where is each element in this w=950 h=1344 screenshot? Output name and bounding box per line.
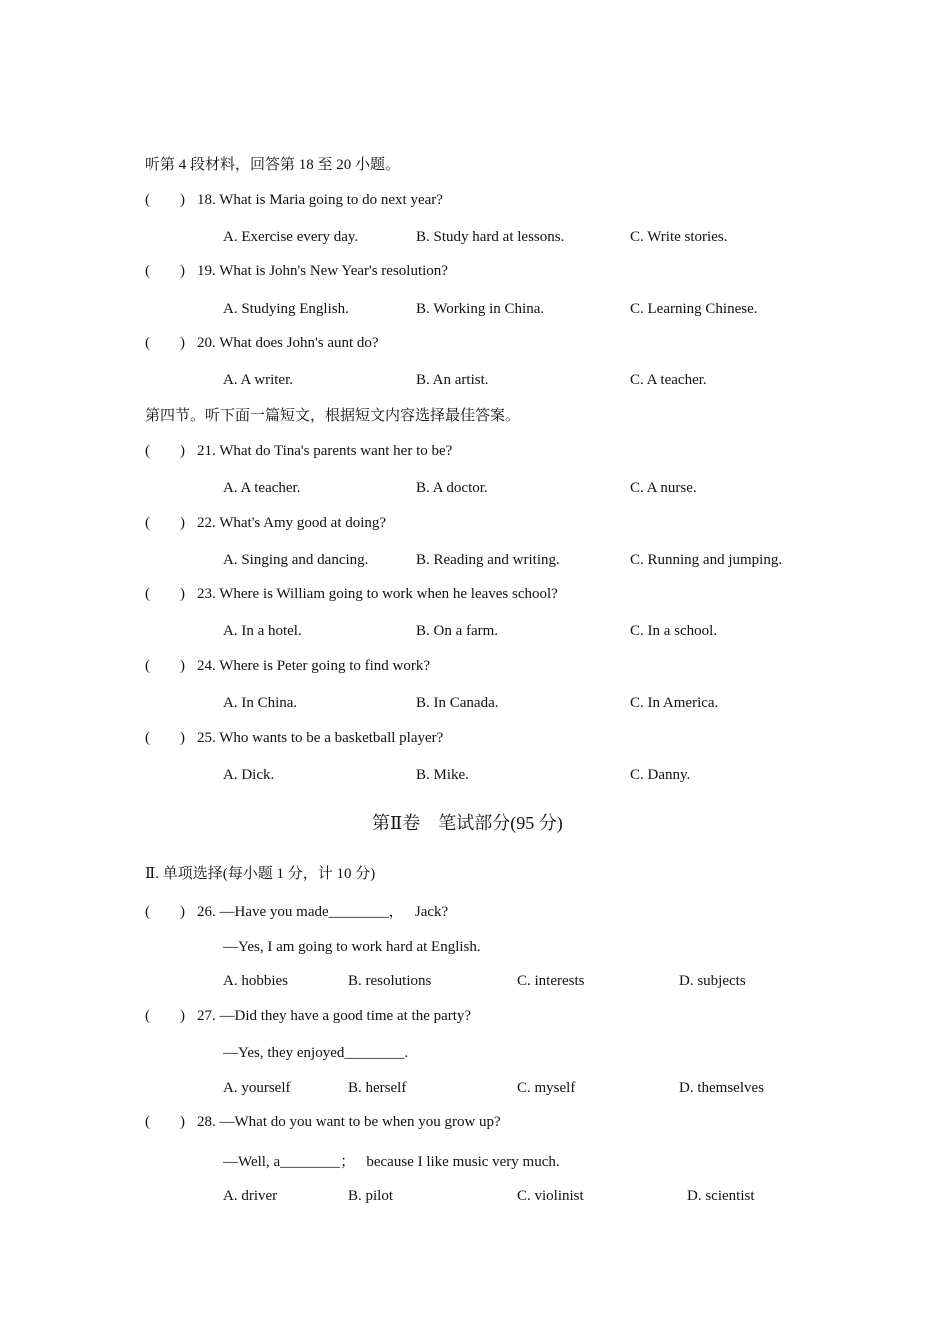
option-a: A. Exercise every day. [223, 229, 359, 245]
question-text: 28. —What do you want to be when you grow up? [197, 1114, 501, 1130]
option-c: C. In a school. [630, 623, 718, 639]
question-reply: —Yes, I am going to work hard at English. [223, 939, 481, 955]
question-text: 24. Where is Peter going to find work? [197, 658, 431, 674]
option-a: A. Dick. [223, 767, 275, 783]
option-c: C. myself [517, 1080, 576, 1096]
answer-blank[interactable]: ( ) [145, 263, 185, 279]
option-c: C. In America. [630, 695, 719, 711]
section-heading: 听第 4 段材料，回答第 18 至 20 小题。 [145, 157, 401, 173]
answer-blank[interactable]: ( ) [145, 658, 185, 674]
answer-blank[interactable]: ( ) [145, 443, 185, 459]
option-b: B. herself [348, 1080, 407, 1096]
question-text: 25. Who wants to be a basketball player? [197, 730, 444, 746]
question-reply: —Yes, they enjoyed________. [223, 1045, 409, 1061]
option-b: B. Study hard at lessons. [416, 229, 565, 245]
option-c: C. Running and jumping. [630, 552, 783, 568]
question-text: 21. What do Tina's parents want her to be? [197, 443, 453, 459]
question-text: 26. —Have you made________， Jack? [197, 904, 449, 920]
question-text: 18. What is Maria going to do next year? [197, 192, 443, 208]
question-reply: —Well, a________； because I like music very much. [223, 1154, 560, 1170]
option-a: A. hobbies [223, 973, 288, 989]
answer-blank[interactable]: ( ) [145, 904, 185, 920]
option-c: C. violinist [517, 1188, 584, 1204]
option-c: C. Write stories. [630, 229, 728, 245]
option-d: D. scientist [687, 1188, 755, 1204]
option-a: A. In a hotel. [223, 623, 302, 639]
option-c: C. Learning Chinese. [630, 301, 758, 317]
option-b: B. An artist. [416, 372, 489, 388]
option-b: B. On a farm. [416, 623, 499, 639]
option-b: B. resolutions [348, 973, 432, 989]
option-a: A. In China. [223, 695, 298, 711]
answer-blank[interactable]: ( ) [145, 335, 185, 351]
option-a: A. Singing and dancing. [223, 552, 369, 568]
answer-blank[interactable]: ( ) [145, 515, 185, 531]
section-heading: 第四节。听下面一篇短文，根据短文内容选择最佳答案。 [145, 408, 521, 424]
section-heading: Ⅱ. 单项选择(每小题 1 分，计 10 分) [145, 866, 376, 882]
question-text: 20. What does John's aunt do? [197, 335, 379, 351]
question-text: 27. —Did they have a good time at the party? [197, 1008, 472, 1024]
answer-blank[interactable]: ( ) [145, 586, 185, 602]
part-title: 第Ⅱ卷 笔试部分(95 分) [372, 813, 563, 833]
option-c: C. Danny. [630, 767, 691, 783]
option-a: A. Studying English. [223, 301, 349, 317]
option-b: B. In Canada. [416, 695, 499, 711]
option-c: C. A teacher. [630, 372, 707, 388]
option-d: D. subjects [679, 973, 746, 989]
option-a: A. yourself [223, 1080, 291, 1096]
option-a: A. A writer. [223, 372, 293, 388]
question-text: 19. What is John's New Year's resolution? [197, 263, 448, 279]
answer-blank[interactable]: ( ) [145, 730, 185, 746]
option-d: D. themselves [679, 1080, 764, 1096]
option-b: B. Reading and writing. [416, 552, 560, 568]
question-text: 22. What's Amy good at doing? [197, 515, 387, 531]
option-b: B. A doctor. [416, 480, 488, 496]
option-b: B. Working in China. [416, 301, 545, 317]
option-b: B. pilot [348, 1188, 394, 1204]
option-c: C. interests [517, 973, 585, 989]
answer-blank[interactable]: ( ) [145, 192, 185, 208]
option-c: C. A nurse. [630, 480, 697, 496]
option-b: B. Mike. [416, 767, 469, 783]
option-a: A. A teacher. [223, 480, 301, 496]
option-a: A. driver [223, 1188, 278, 1204]
question-text: 23. Where is William going to work when he leaves school? [197, 586, 558, 602]
answer-blank[interactable]: ( ) [145, 1008, 185, 1024]
answer-blank[interactable]: ( ) [145, 1114, 185, 1130]
